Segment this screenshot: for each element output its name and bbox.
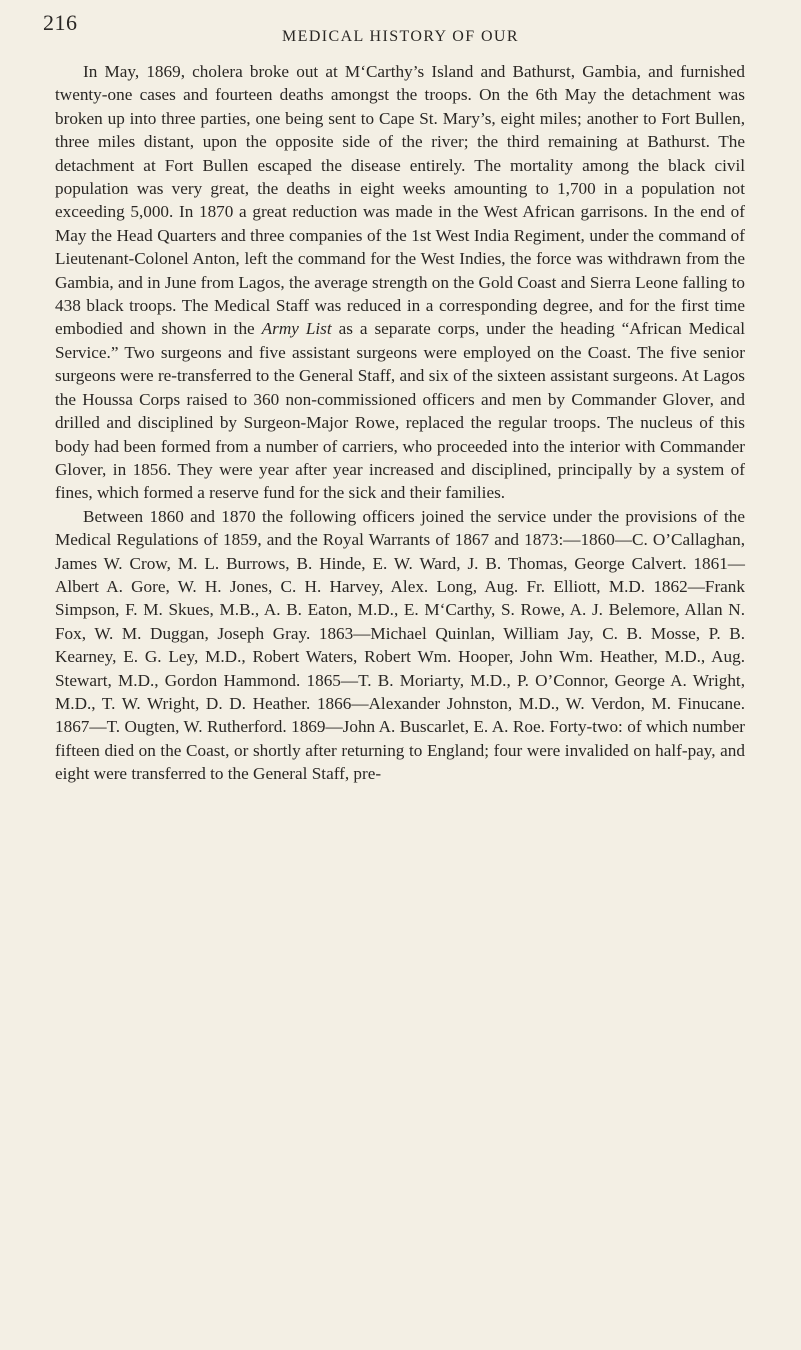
paragraph-text: as a separate corps, under the heading “African Medical Service.” Two surgeons and five assistant surgeons were employed on the Coast. The five senior surgeons were re-transferred to the General Staff, and six of the sixteen assistant surgeons. At Lagos the Houssa Corps raised to 360 non-commissioned officers and men by Commander Glover, and drilled and disciplined by Surgeon-Major Rowe, replaced the regular troops. The nucleus of this body had been formed from a number of carriers, who proceeded into the interior with Commander Glover, in 1856. They were year after year increased and disciplined, principally by a system of fines, which formed a reserve fund for the sick and their families.: [55, 319, 746, 503]
page-number: 216: [43, 10, 78, 35]
italic-army-list: Army List: [261, 319, 332, 339]
paragraph-officers-list: Between 1860 and 1870 the following officers joined the service under the provisions of the Medical Regulations of 1859, and the Royal Warrants of 1867 and 1873:—1860—C. O’Callaghan, James W. Crow, M. L. Burrows, B. Hinde, E. W. Ward, J. B. Thomas, George Calvert. 1861—Albert A. Gore, W. H. Jones, C. H. Harvey, Alex. Long, Aug. Fr. Elliott, M.D. 1862—Frank Simpson, F. M. Skues, M.B., A. B. Eaton, M.D., E. M‘Carthy, S. Rowe, A. J. Belemore, Allan N. Fox, W. M. Duggan, Joseph Gray. 1863—Michael Quinlan, William Jay, C. B. Mosse, P. B. Kearney, E. G. Ley, M.D., Robert Waters, Robert Wm. Hooper, John Wm. Heather, M.D., Aug. Stewart, M.D., Gordon Hammond. 1865—T. B. Moriarty, M.D., P. O’Connor, George A. Wright, M.D., T. W. Wright, D. D. Heather. 1866—Alexander Johnston, M.D., W. Verdon, M. Finucane. 1867—T. Ougten, W. Rutherford. 1869—John A. Buscarlet, E. A. Roe. Forty-two: of which number fifteen died on the Coast, or shortly after returning to England; four were invalided on half-pay, and eight were transferred to the General Staff, pre-: [55, 506, 745, 784]
paragraph-text: In May, 1869, cholera broke out at M‘Carthy’s Island and Bathurst, Gambia, and furnished twenty-one cases and fourteen deaths amongst the troops. On the 6th May the detachment was broken up into three parties, one being sent to Cape St. Mary’s, eight miles; another to Fort Bullen, three miles distant, upon the opposite side of the river; the third remaining at Bathurst. The detachment at Fort Bullen escaped the disease entirely. The mortality among the black civil population was very great, the deaths in eight weeks amounting to 1,700 in a population not exceeding 5,000. In 1870 a great reduction was made in the West African garrisons. In the end of May the Head Quarters and three companies of the 1st West India Regiment, under the command of Lieutenant-Colonel Anton, left the command for the West Indies, the force was withdrawn from the Gambia, and in June from Lagos, the average strength on the Gold Coast and Sierra Leone falling to 438 black troops. The Medical Staff was reduced in a corresponding degree, and for the first time embodied and shown in the: [55, 62, 745, 339]
running-head: MEDICAL HISTORY OF OUR: [282, 28, 519, 45]
body-text: [55, 60, 745, 786]
paragraph-cholera-outbreak: [55, 60, 745, 505]
